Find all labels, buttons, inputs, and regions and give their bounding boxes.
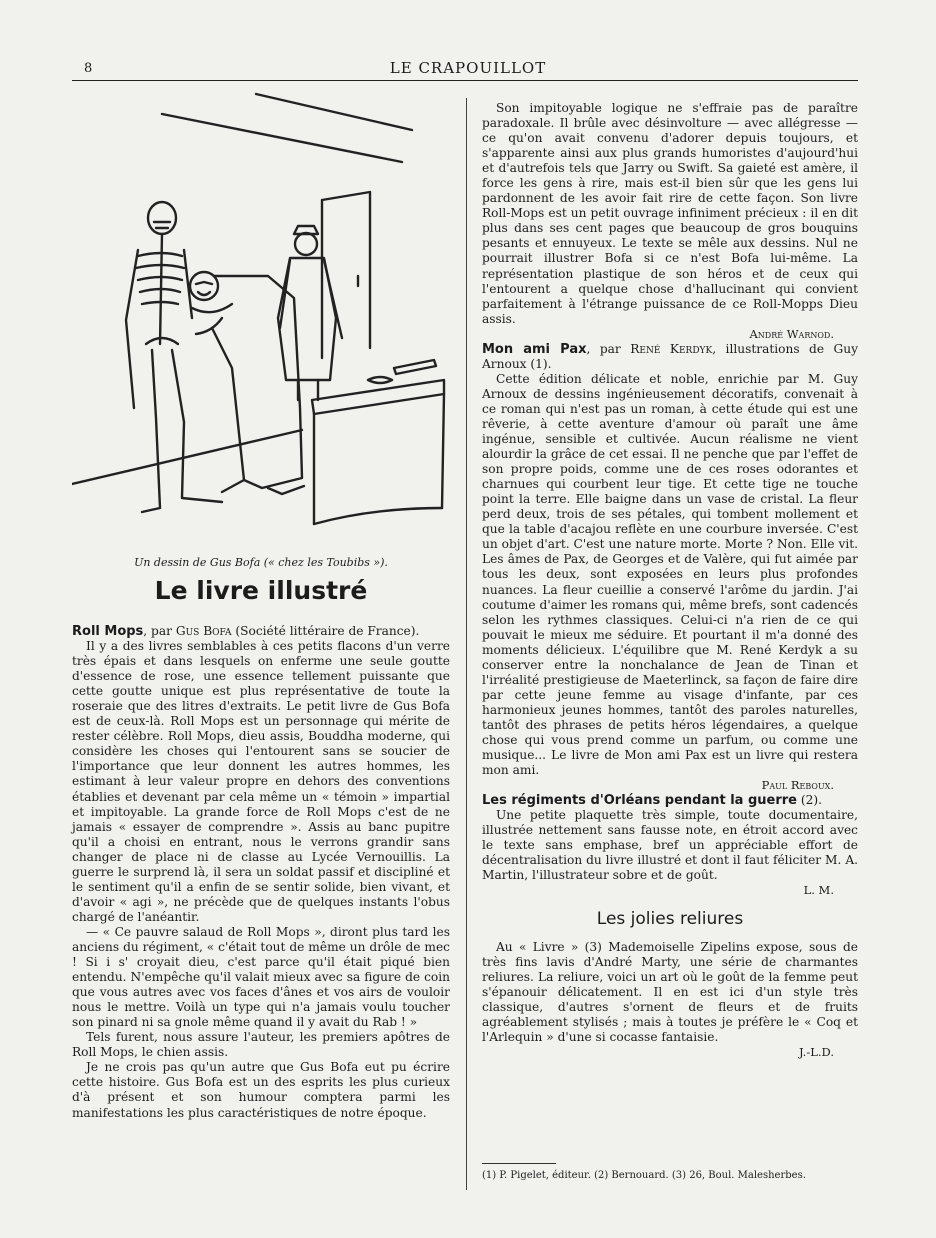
entry-heading: Roll Mops, par Gus Bofa (Société littéraire de France). — [72, 624, 420, 639]
footnote-rule — [482, 1163, 556, 1164]
illustration-caption: Un dessin de Gus Bofa (« chez les Toubibs »). — [134, 556, 388, 569]
header-rule — [72, 80, 858, 81]
book-title: Les régiments d'Orléans pendant la guerre — [482, 793, 797, 809]
book-title: Roll Mops — [72, 624, 144, 639]
paragraph: Cette édition délicate et noble, enrichie par M. Guy Arnoux de dessins ingénieusement décoratifs, convenait à ce roman qui n'est pas un roman, à cette étude qui est une rêverie, à cette aventure d'amour où paraît une âme ingénue, sensible et cultivée. Aucun réalisme ne vient alourdir la grâce de cet essai. Il ne penche que par l'effet de son propre poids, comme une de ces roses odorantes et charnues qui courbent leur tige. Et cette tige ne touche point la terre. Elle baigne dans un vase de cristal. La fleur perd deux, trois de ses pétales, qui tombent mollement et que la table d'acajou reflète en une courbure inversée. C'est un objet d'art. C'est une nature morte. Morte ? Non. Elle vit. Les âmes de Pax, de Georges et de Valère, qui fut aimée par tous les deux, sont exposées en leurs plus profondes nuances. La fleur cueillie a conservé l'arôme du jardin. J'ai coutume d'aimer les romans qui, même brefs, sont cadencés selon les rythmes classiques. Celui-ci n'a rien de ce qui pouvait le mieux me séduire. Et pourtant il m'a donné des moments délicieux. L'équilibre que M. René Kerdyk a su conserver entre la nonchalance de Jean de Tinan et l'irréalité prestigieuse de Maeterlinck, sa façon de faire dire par cette jeune femme au visage d'infante, par ces harmonieux jeunes hommes, tantôt des paroles naturelles, tantôt des phrases de petits héros légendaires, a quelque chose qui vous prend comme un parfum, ou comme une musique... Le livre de Mon ami Pax est un livre qui restera mon ami. — [482, 371, 858, 778]
paragraph: Je ne crois pas qu'un autre que Gus Bofa eut pu écrire cette histoire. Gus Bofa est un des esprits les plus curieux d'à présent et son humour comptera parmi les manifestations les plus caractéristiques de notre époque. — [72, 1060, 450, 1120]
subsection-title: Les jolies reliures — [596, 909, 744, 930]
signature: Paul Reboux. — [761, 778, 834, 793]
paragraph: Au « Livre » (3) Mademoiselle Zipelins expose, sous de très fins lavis d'André Marty, une série de charmantes reliures. La reliure, voici un art où le goût de la femme peut s'épanouir délicatement. Il en est ici d'un style très classique, d'autres s'ornent de fleurs et de fruits agréablement stylisés ; mais à toutes je préfère le « Coq et l'Arlequin » d'une si cocasse fantaisie. — [482, 939, 858, 1044]
left-column — [72, 624, 450, 1121]
paragraph: Son impitoyable logique ne s'effraie pas de paraître paradoxale. Il brûle avec désinvolture — avec allégresse — ce qu'on avait convenu d'adorer depuis toujours, et s'apparente ainsi aux plus grands humoristes d'aujourd'hui et d'autrefois tels que Jarry ou Swift. Sa gaieté est amère, il force les gens à rire, mais est-il bien sûr que les gens lui pardonnent de les avoir fait rire de cette façon. Son livre Roll-Mops est un petit ouvrage infiniment précieux : il en dit plus dans ses cent pages que beaucoup de gros bouquins pesants et ennuyeux. Le texte se mêle aux dessins. Nul ne pourrait illustrer Bofa si ce n'est Bofa lui-même. La représentation plastique de son héros et de ceux qui l'entourent a quelque chose d'hallucinant qui convient parfaitement à l'étrange puissance de ce Roll-Mopps Dieu assis. — [482, 101, 858, 326]
signature: J.-L.D. — [798, 1044, 834, 1059]
gus-bofa-drawing — [72, 88, 450, 548]
entry-heading: Mon ami Pax, par René Kerdyk, illustrations de Guy Arnoux (1). — [482, 341, 858, 371]
paragraph: Une petite plaquette très simple, toute documentaire, illustrée nettement sans fausse note, en étroit accord avec le texte sans emphase, bref un appréciable effort de décentralisation du livre illustré et dont il faut féliciter M. A. Martin, l'illustrateur sobre et de goût. — [482, 808, 858, 883]
signature: L. M. — [803, 883, 834, 898]
book-title: Mon ami Pax — [482, 341, 587, 357]
paragraph: Tels furent, nous assure l'auteur, les premiers apôtres de Roll Mops, le chien assis. — [72, 1030, 450, 1060]
author-name: René Kerdyk — [630, 341, 713, 356]
entry-heading: Les régiments d'Orléans pendant la guerre (2). — [482, 793, 822, 809]
author-name: Gus Bofa — [175, 624, 232, 638]
page-number: 8 — [84, 61, 93, 76]
column-rule — [466, 98, 467, 1190]
paragraph: — « Ce pauvre salaud de Roll Mops », diront plus tard les anciens du régiment, « c'était tout de même un drôle de mec ! Si i s' croyait dieu, c'est parce qu'il était piqué bien entendu. N'empêche qu'il valait mieux avec sa figure de coin que vous autres avec vos faces d'ânes et vos airs de vouloir nous le mettre. Voilà un type qui n'a jamais voulu toucher son pinard ni sa gnole même quand il y avait du Rab ! » — [72, 924, 450, 1030]
right-column — [482, 101, 858, 1060]
footnotes: (1) P. Pigelet, éditeur. (2) Bernouard. (3) 26, Boul. Malesherbes. — [482, 1170, 806, 1181]
signature: André Warnod. — [749, 326, 834, 341]
section-title: Le livre illustré — [154, 576, 368, 605]
running-title: LE CRAPOUILLOT — [389, 59, 547, 77]
paragraph: Il y a des livres semblables à ces petits flacons d'un verre très épais et dans lesquels on enferme une seule goutte d'essence de rose, une essence tellement puissante que cette goutte unique est plus représentative de toute la roseraie que des litres d'extraits. Le petit livre de Gus Bofa est de ceux-là. Roll Mops est un personnage qui mérite de rester célèbre. Roll Mops, dieu assis, Bouddha moderne, qui considère les choses qui l'entourent sans se soucier de l'importance que leur donnent les autres hommes, les estimant à leur valeur propre en dehors des conventions établies et devenant par cela même un « témoin » impartial et impitoyable. La grande force de Roll Mops c'est de ne jamais « essayer de comprendre ». Assis au banc pupitre qu'il a choisi en entrant, nous le verrons grandir sans changer de place ni de classe au Lycée Vernouillis. La guerre le surprend là, il sera un soldat passif et discipliné et le sentiment qu'il a enfin de se sentir solide, bien vivant, et d'avoir « agi », ne précède que de quelques instants l'obus chargé de l'anéantir. — [72, 639, 450, 924]
